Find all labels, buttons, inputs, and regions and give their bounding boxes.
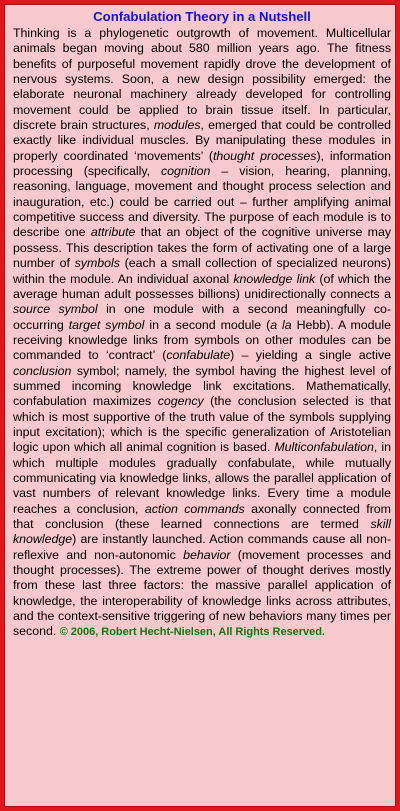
italic-term: action commands bbox=[144, 501, 245, 516]
italic-term: cogency bbox=[157, 394, 204, 409]
text-run: axonally connected from that conclusion (these learned connections are termed bbox=[13, 501, 391, 531]
italic-term: knowledge link bbox=[233, 271, 316, 286]
italic-term: attribute bbox=[90, 225, 136, 240]
document-content bbox=[13, 9, 391, 641]
text-run: – vision, hearing, planning, reasoning, language, movement and thought process selection and inauguration, etc.) could be carried out – further amplifying animal competitive success and diversity. The purpose of each module is to describe one bbox=[13, 164, 391, 240]
italic-term: confabulate bbox=[166, 348, 231, 363]
text-run: (of which the average human adult possesses billions) unidirectionally connects a bbox=[13, 271, 391, 301]
text-run: in one module with a second meaningfully co-occurring bbox=[13, 302, 391, 332]
italic-term: thought processes bbox=[212, 148, 317, 163]
italic-term: symbols bbox=[74, 256, 120, 271]
text-run: ) – yielding a single active bbox=[230, 348, 392, 363]
copyright-notice: © 2006, Robert Hecht-Nielsen, All Rights Reserved. bbox=[59, 626, 325, 639]
text-run: symbol; namely, the symbol having the highest level of summed incoming knowledge link excitations. Mathematically, confabulation maximizes bbox=[13, 363, 391, 409]
body-paragraph bbox=[13, 26, 391, 641]
text-run: that an object of the cognitive universe may possess. This description takes the form of activating one of a large number of bbox=[13, 225, 392, 271]
italic-term: conclusion bbox=[13, 363, 72, 378]
text-run: (the conclusion selected is that which is most supportive of the truth value of the symbols supplying input excitation); which is the specific generalization of Aristotelian logic upon which all animal cognition is based. bbox=[13, 394, 392, 455]
page-title: Confabulation Theory in a Nutshell bbox=[93, 9, 311, 24]
italic-term: a la bbox=[270, 317, 292, 332]
text-run: , in which multiple modules gradually confabulate, while mutually communicating via knowledge links, allows the parallel application of vast numbers of relevant knowledge links. Every time a module reaches a conclusion, bbox=[13, 440, 391, 516]
italic-term: Multiconfabulation bbox=[274, 440, 374, 455]
italic-term: behavior bbox=[183, 547, 231, 562]
text-run: ), information processing (specifically, bbox=[13, 148, 391, 179]
text-run: Thinking is a phylogenetic outgrowth of movement. Multicellular animals began moving about 580 million years ago. The fitness benefits of purposeful movement rapidly drove the development of nervous systems. Soon, a new design possibility emerged: the elaborate neuronal machinery already developed for controlling movement could be applied to brain tissue itself. In particular, discrete brain structures, bbox=[13, 26, 391, 133]
text-run: , emerged that could be controlled exactly like individual muscles. By manipulating these modules in properly coordinated ‘movements’ ( bbox=[13, 118, 391, 163]
text-run: (each a small collection of specialized neurons) within the module. An individual axonal bbox=[13, 256, 391, 286]
italic-term: modules bbox=[153, 118, 201, 133]
text-run: Hebb). A module receiving knowledge links from symbols on other modules can be commanded to ‘contract’ ( bbox=[13, 317, 392, 363]
text-run: (movement processes and thought processes). The extreme power of thought derives mostly from these last three factors: the massive parallel application of knowledge, the interoperability of knowledge links across attributes, and the context-sensitive triggering of new behaviors many times per second. bbox=[13, 547, 392, 639]
italic-term: cognition bbox=[161, 164, 211, 179]
text-run: ) are instantly launched. Action commands cause all non-reflexive and non-autonomic bbox=[13, 532, 391, 562]
italic-term: source symbol bbox=[13, 302, 98, 317]
italic-term: target symbol bbox=[68, 317, 145, 332]
italic-term: skill knowledge bbox=[13, 517, 391, 547]
text-run: in a second module ( bbox=[144, 317, 271, 332]
